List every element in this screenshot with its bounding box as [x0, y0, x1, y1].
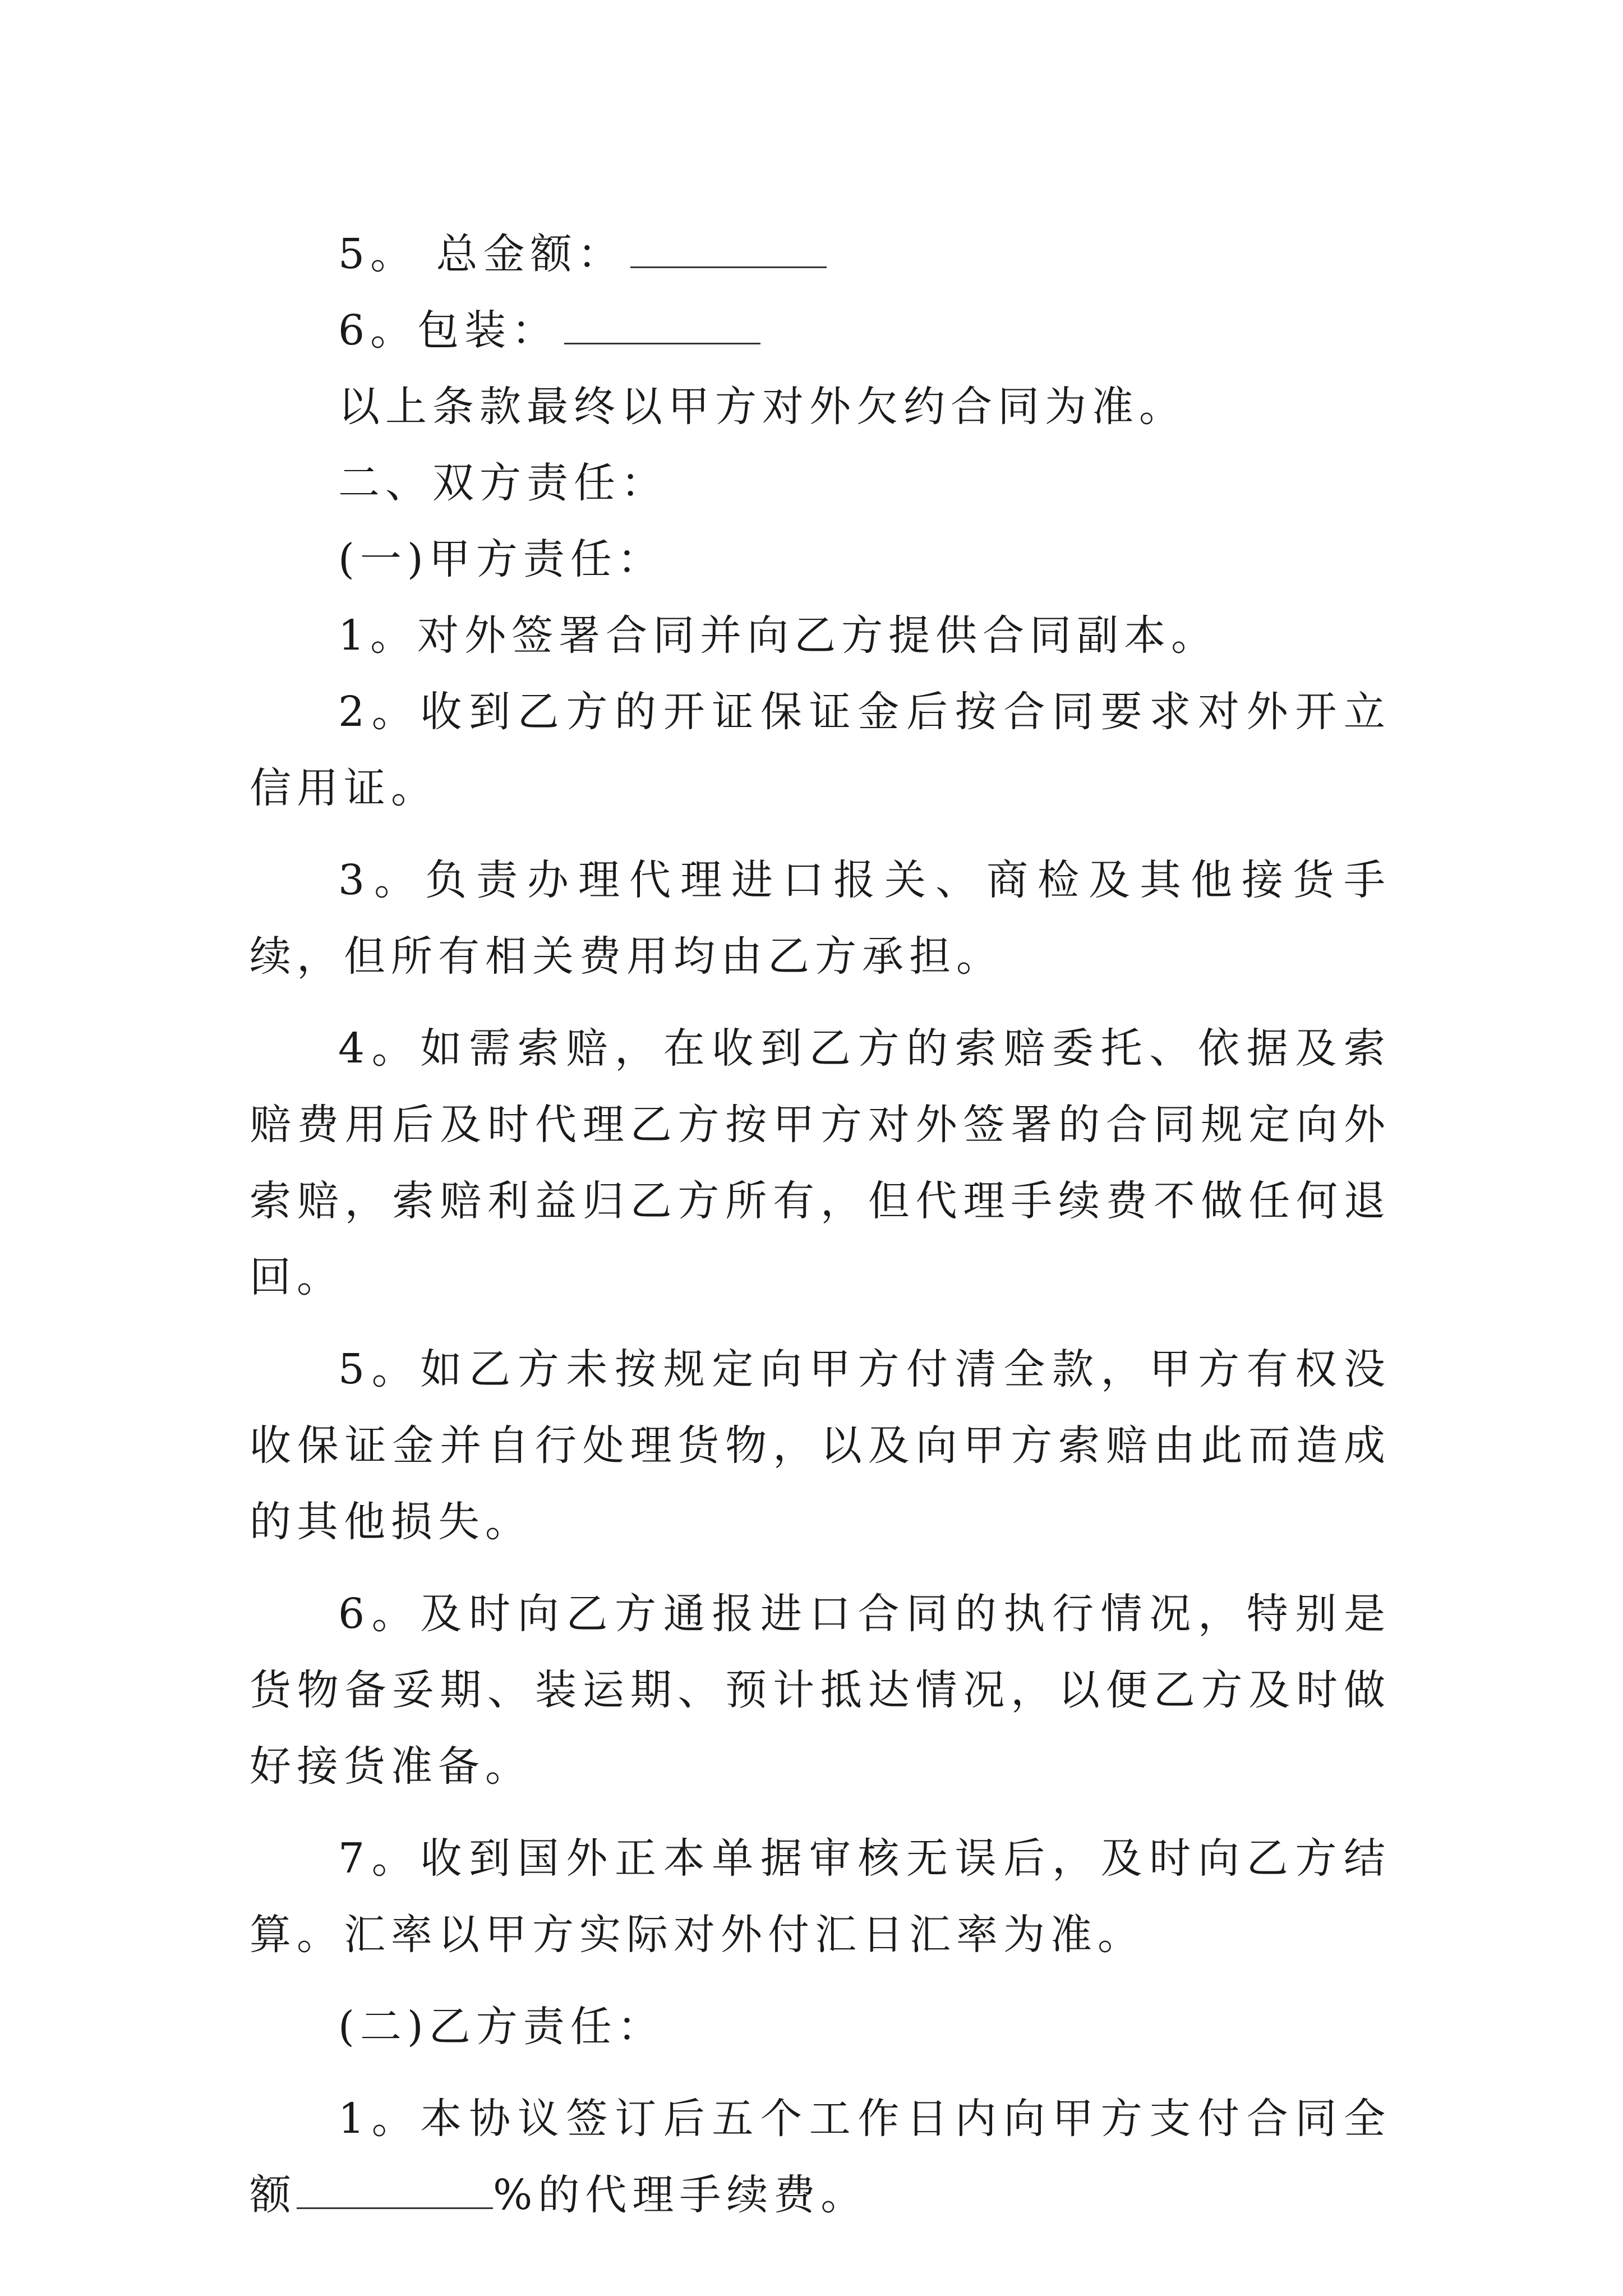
party-b-item-text: 1。本协议签订后五个工作日内向甲方支付合同全额	[250, 2095, 1391, 2219]
party-b-heading: (二)乙方责任：	[338, 2003, 665, 2051]
party-a-item: 1。对外签署合同并向乙方提供合同副本。	[338, 611, 1219, 660]
total-amount-blank	[630, 229, 827, 268]
item-total-amount-label: 5。 总金额：	[338, 230, 625, 278]
terms-note: 以上条款最终以甲方对外欠约合同为准。	[338, 383, 1186, 431]
party-a-item: 7。收到国外正本单据审核无误后，及时向乙方结算。汇率以甲方实际对外付汇日汇率为准。	[250, 1834, 1391, 1959]
party-b-item-text-end: %的代理手续费。	[493, 2171, 868, 2219]
party-a-heading: (一)甲方责任：	[338, 535, 665, 583]
item-packaging	[250, 292, 1391, 369]
party-a-item: 6。及时向乙方通报进口合同的执行情况，特别是货物备妥期、装运期、预计抵达情况，以便乙方及时做好接货准备。	[250, 1590, 1391, 1791]
document-page	[250, 216, 1391, 2233]
party-a-item: 2。收到乙方的开证保证金后按合同要求对外开立信用证。	[250, 688, 1391, 812]
party-a-item: 3。负责办理代理进口报关、商检及其他接货手续，但所有相关费用均由乙方承担。	[250, 856, 1391, 981]
section-heading: 二、双方责任：	[338, 459, 668, 507]
fee-percent-blank	[297, 2170, 493, 2209]
item-total-amount	[250, 216, 1391, 292]
party-a-item: 4。如需索赔，在收到乙方的索赔委托、依据及索赔费用后及时代理乙方按甲方对外签署的合同规定向外索赔，索赔利益归乙方所有，但代理手续费不做任何退回。	[250, 1024, 1391, 1301]
packaging-blank	[564, 305, 760, 344]
party-b-item	[250, 2081, 1391, 2233]
party-a-item: 5。如乙方未按规定向甲方付清全款，甲方有权没收保证金并自行处理货物，以及向甲方索赔由此而造成的其他损失。	[250, 1345, 1391, 1546]
item-packaging-label: 6。包装：	[338, 306, 559, 355]
